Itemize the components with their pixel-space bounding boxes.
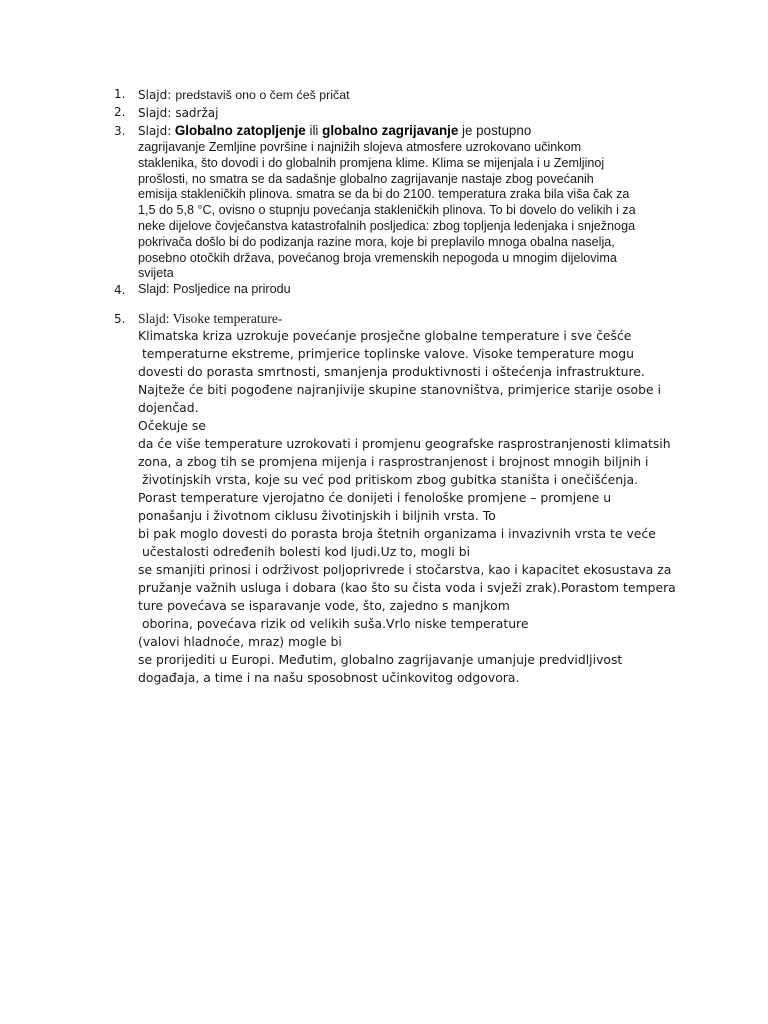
term-global-warming-2: globalno zagrijavanje [322, 123, 459, 138]
paragraph-line: neke dijelove čovječanstva katastrofalnih posljedica: zbog topljenja ledenjaka i snježnoga [138, 218, 636, 233]
paragraph-line: pružanje važnih usluga i dobara (kao što su čista voda i svježi zrak).Porastom tempera [138, 580, 676, 595]
list-item-text: Slajd: Posljedice na prirodu [138, 282, 291, 296]
paragraph-line: posebno otočkih država, povećanog broja vremenskih nepogoda u mnogim dijelovima [138, 250, 617, 265]
paragraph-line: ture povećava se isparavanje vode, što, zajedno s manjkom [138, 598, 510, 613]
paragraph-line: temperaturne ekstreme, primjerice toplinske valove. Visoke temperature mogu [138, 346, 634, 361]
term-global-warming-1: Globalno zatopljenje [174, 123, 306, 138]
paragraph-line: da će više temperature uzrokovati i promjenu geografske rasprostranjenosti klimatsih [138, 436, 671, 451]
paragraph-line: staklenika, što dovodi i do globalnih promjena klime. Klima se mijenjala i u Zemljinoj [138, 155, 605, 170]
paragraph-line: Očekuje se [138, 418, 206, 433]
paragraph-line: pokrivača došlo bi do podizanja razine mora, koje bi preplavilo mnoga obalna naselja, [138, 234, 615, 249]
slide-prefix: Slajd: [138, 124, 172, 138]
paragraph-line: (valovi hladnoće, mraz) mogle bi [138, 634, 342, 649]
paragraph-global-warming [138, 122, 678, 282]
paragraph-line: Porast temperature vjerojatno će donijeti i fenološke promjene – promjene u [138, 490, 612, 505]
paragraph-line: dojenčad. [138, 400, 199, 415]
slide-prefix: Slajd: [138, 106, 172, 120]
paragraph-line: se prorijediti u Europi. Međutim, globalno zagrijavanje umanjuje predvidljivost [138, 652, 623, 667]
paragraph-line: zagrijavanje Zemljine površine i najnižih slojeva atmosfere uzrokovano učinkom [138, 140, 582, 154]
paragraph-line: zona, a zbog tih se promjena mijenja i rasprostranjenost i brojnost mnogih biljnih i [138, 454, 649, 469]
slide-heading: Slajd: Visoke temperature- [138, 311, 283, 326]
paragraph-line: prošlosti, no smatra se da sadašnje globalno zagrijavanje nastaje zbog povećanih [138, 171, 594, 186]
paragraph-line: ponašanju i životnom ciklusu životinjskih i biljnih vrsta. To [138, 508, 496, 523]
list-number: 2. [114, 105, 126, 119]
paragraph-line: svijeta [138, 266, 174, 281]
list-number: 4. [114, 283, 126, 297]
list-number: 1. [114, 87, 126, 101]
paragraph-line: životinjskih vrsta, koje su već pod pritiskom zbog gubitka staništa i onečišćenja. [138, 472, 639, 487]
paragraph-line: 1,5 do 5,8 °C, ovisno o stupnju povećanja stakleničkih plinova. To bi dovelo do velikih i za [138, 203, 636, 218]
list-number: 3. [114, 124, 126, 138]
paragraph-line: se smanjiti prinosi i održivost poljoprivrede i stočarstva, kao i kapacitet ekosustava za [138, 562, 672, 577]
paragraph-line: dovesti do porasta smrtnosti, smanjenja produktivnosti i oštećenja infrastrukture. [138, 364, 645, 379]
list-item-text: sadržaj [175, 106, 219, 120]
paragraph-line: emisija stakleničkih plinova. smatra se da bi do 2100. temperatura zraka bila viša čak za [138, 187, 630, 202]
slide-prefix: Slajd: [138, 88, 172, 102]
paragraph-line: Najteže će biti pogođene najranjivije skupine stanovništva, primjerice starije osobe i [138, 382, 661, 397]
list-item-text: predstaviš ono o čem ćeš pričat [175, 88, 350, 102]
list-number: 5. [114, 312, 126, 326]
text-fragment: je postupno [458, 123, 532, 138]
text-fragment: ili [305, 123, 323, 138]
paragraph-line: učestalosti određenih bolesti kod ljudi.Uz to, mogli bi [138, 544, 471, 559]
paragraph-line: događaja, a time i na našu sposobnost učinkovitog odgovora. [138, 670, 520, 685]
paragraph-line: oborina, povećava rizik od velikih suša.Vrlo niske temperature [138, 616, 529, 631]
paragraph-high-temperatures [138, 327, 678, 687]
paragraph-line: bi pak moglo dovesti do porasta broja štetnih organizama i invazivnih vrsta te veće [138, 526, 656, 541]
paragraph-line: Klimatska kriza uzrokuje povećanje prosječne globalne temperature i sve češće [138, 328, 632, 343]
